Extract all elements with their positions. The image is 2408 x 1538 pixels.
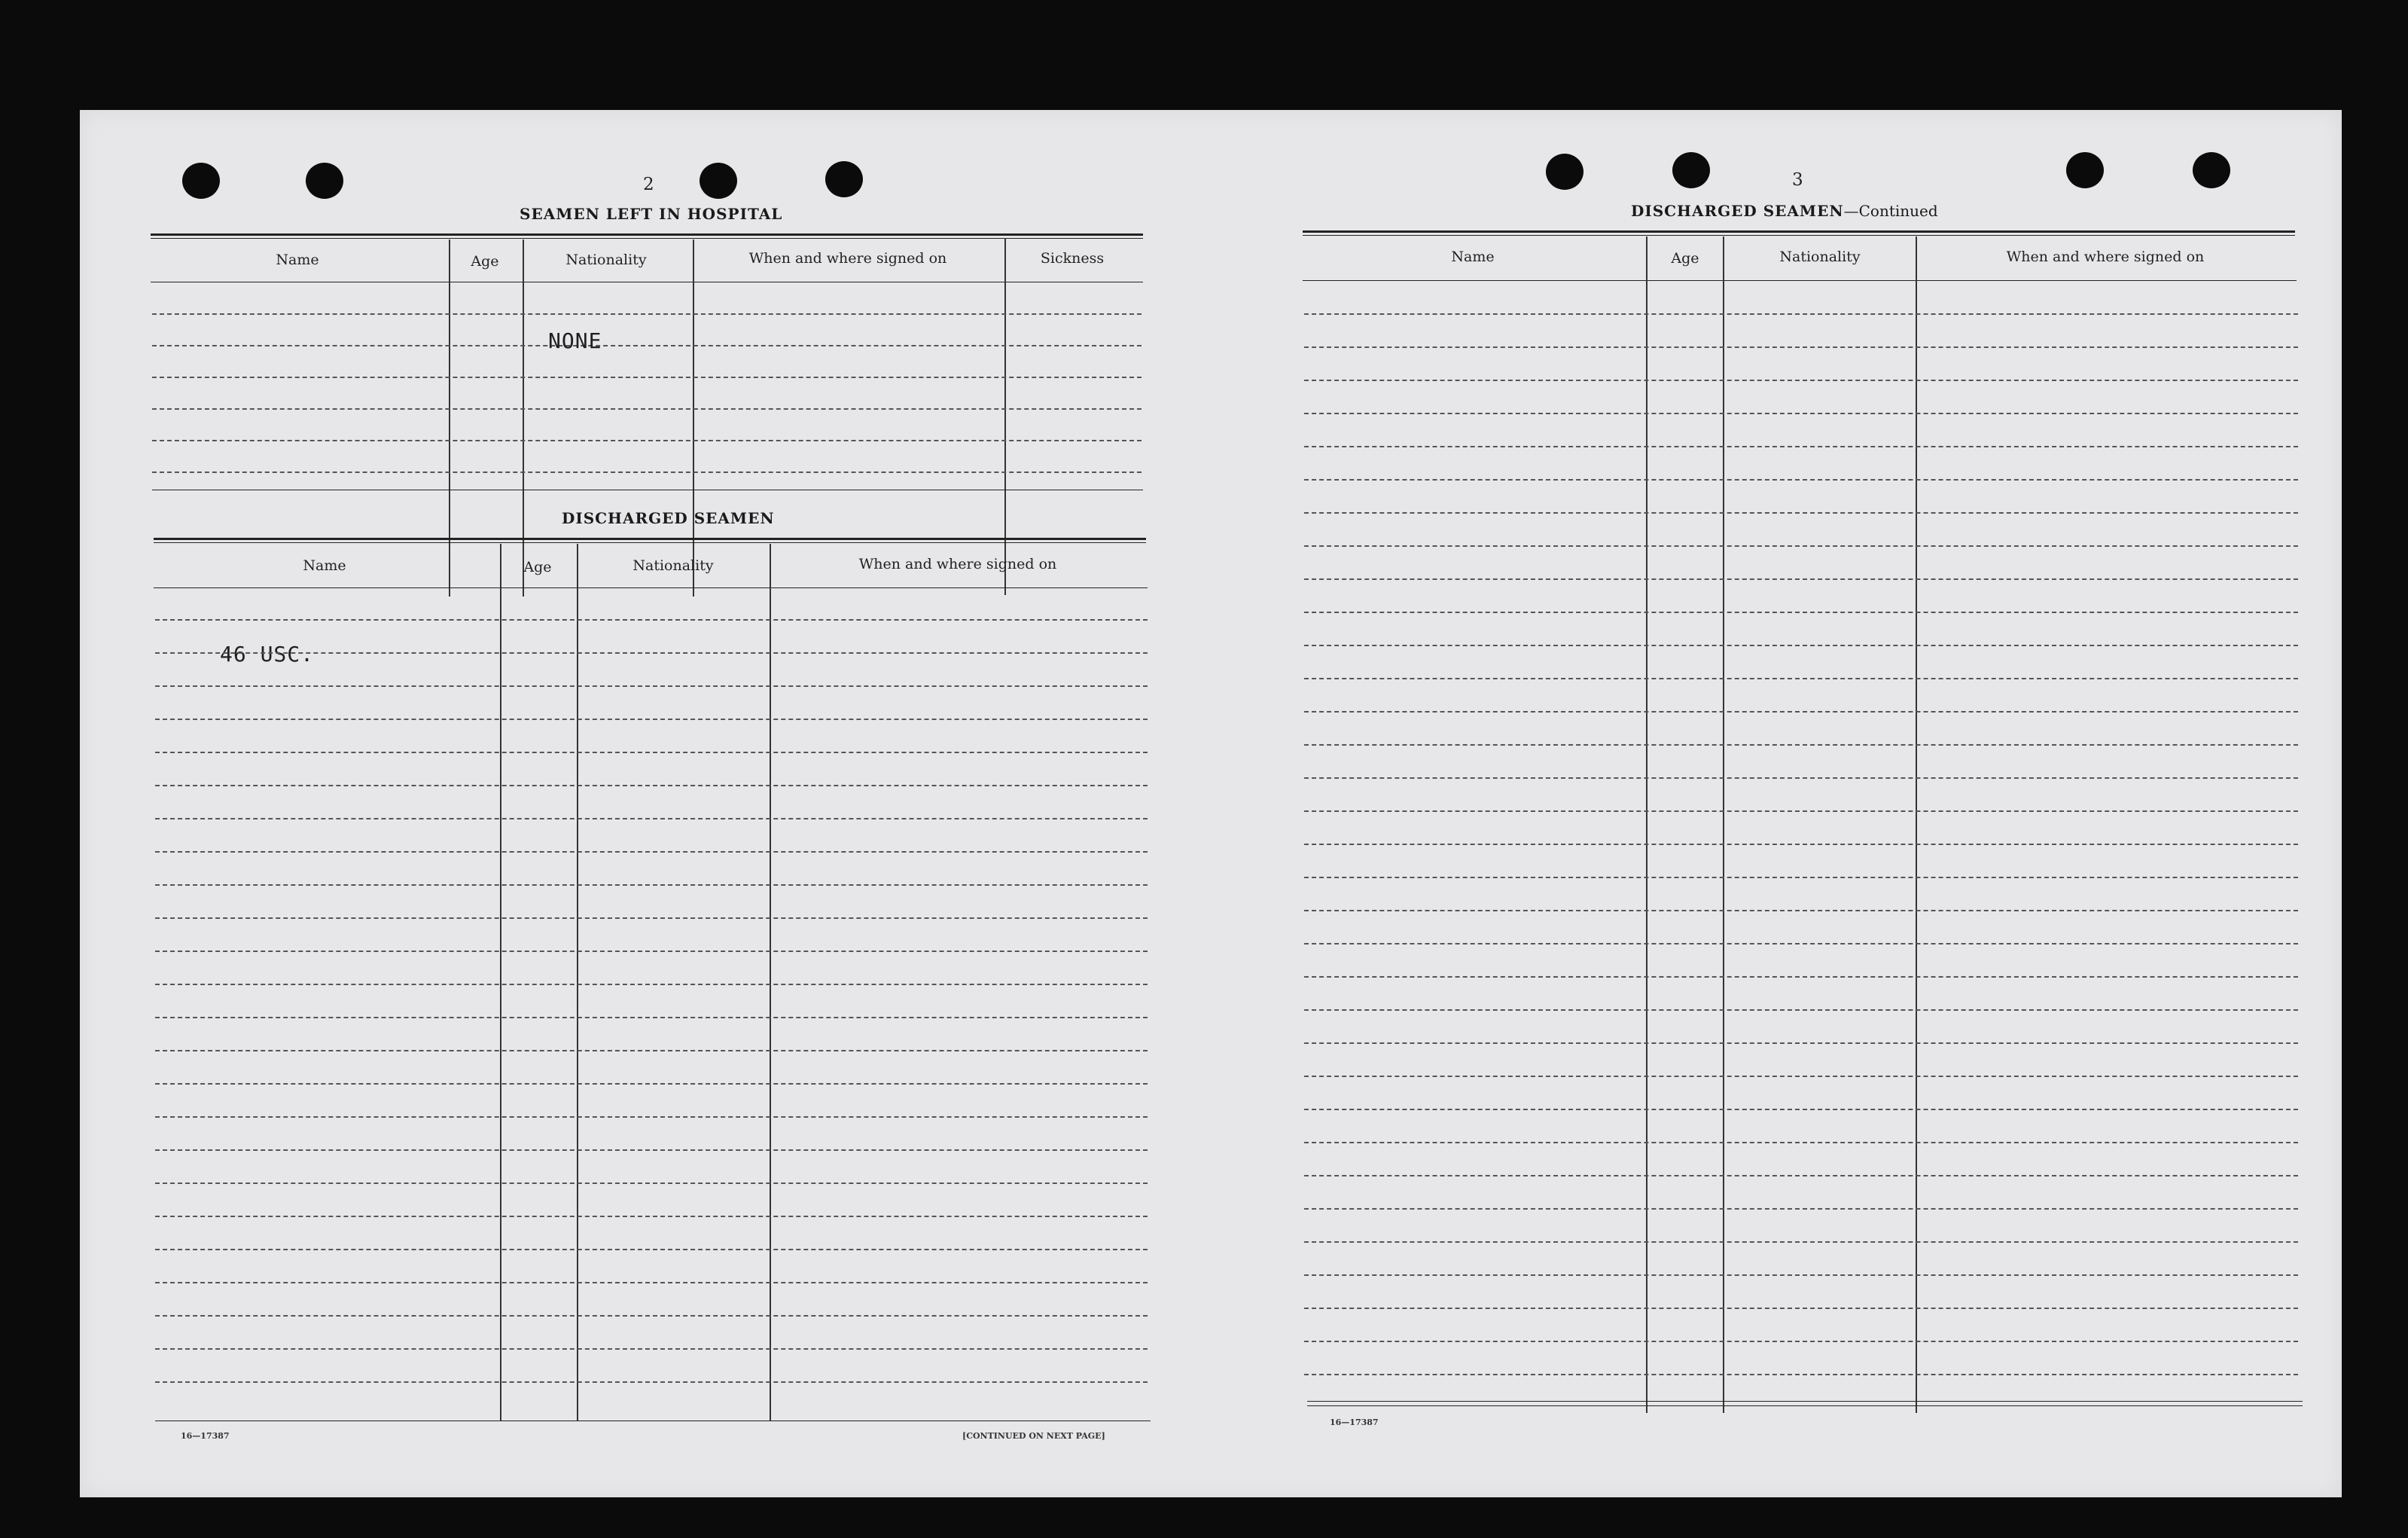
column-header-name: Name	[276, 252, 319, 268]
column-header-name: Name	[303, 557, 346, 574]
entry-line	[1304, 1042, 2298, 1044]
discharged-continued-title-main: DISCHARGED SEAMEN	[1631, 202, 1844, 220]
entry-line	[1304, 1374, 2298, 1375]
entry-line	[1304, 1009, 2298, 1011]
entry-line	[155, 619, 1148, 621]
entry-line	[1304, 446, 2298, 447]
entry-line	[1304, 313, 2298, 315]
entry-line	[1304, 479, 2298, 481]
entry-line	[152, 345, 1142, 346]
punch-hole	[1672, 152, 1710, 188]
entry-line	[155, 1348, 1148, 1350]
column-divider	[577, 544, 578, 1421]
entry-line	[155, 851, 1148, 853]
column-header-age: Age	[523, 559, 552, 575]
entry-line	[155, 1216, 1148, 1217]
punch-hole	[700, 163, 737, 199]
entry-line	[1304, 711, 2298, 713]
entry-line	[1304, 413, 2298, 414]
entry-line	[1304, 578, 2298, 580]
entry-line	[155, 1116, 1148, 1118]
entry-line	[1304, 545, 2298, 547]
entry-line	[1304, 1109, 2298, 1110]
entry-line	[1304, 678, 2298, 679]
form-number-left: 16—17387	[181, 1431, 230, 1441]
header-underline	[154, 587, 1148, 588]
entry-line	[1304, 877, 2298, 878]
continued-note: [CONTINUED ON NEXT PAGE]	[962, 1431, 1105, 1441]
header-underline	[1303, 280, 2297, 281]
punch-hole	[825, 161, 863, 197]
entry-line	[155, 984, 1148, 985]
entry-line	[1304, 1076, 2298, 1077]
entry-line	[1304, 380, 2298, 381]
entry-line	[155, 917, 1148, 919]
entry-line	[155, 1083, 1148, 1085]
entry-line	[1304, 512, 2298, 514]
discharged-entry-46-usc: 46 USC.	[220, 642, 315, 667]
continued-suffix: —Continued	[1843, 202, 1938, 220]
punch-hole	[182, 163, 220, 199]
entry-line	[1304, 1341, 2298, 1342]
entry-line	[155, 1017, 1148, 1018]
entry-line	[1304, 910, 2298, 911]
entry-line	[152, 440, 1142, 441]
column-header-nationality: Nationality	[1779, 249, 1861, 265]
entry-line	[1304, 346, 2298, 348]
entry-line	[1304, 1175, 2298, 1176]
column-header-age: Age	[471, 253, 499, 270]
entry-line	[1304, 976, 2298, 978]
entry-line	[152, 408, 1142, 410]
entry-line	[1304, 1274, 2298, 1276]
column-divider	[1004, 238, 1006, 595]
entry-line	[152, 313, 1142, 315]
entry-line	[1304, 777, 2298, 779]
entry-line	[155, 685, 1148, 687]
punch-hole	[306, 163, 343, 199]
discharged-continued-title	[1631, 202, 1938, 220]
column-header-signed-on: When and where signed on	[2006, 249, 2205, 265]
table-bottom-rule	[1307, 1405, 2303, 1406]
punch-hole	[2193, 152, 2230, 188]
page-number-left: 2	[643, 175, 654, 194]
table-top-rule	[1303, 235, 2295, 236]
discharged-section-title: DISCHARGED SEAMEN	[562, 509, 775, 527]
table-top-rule	[154, 538, 1146, 540]
entry-line	[155, 1182, 1148, 1184]
column-header-age: Age	[1671, 250, 1699, 267]
entry-line	[155, 1050, 1148, 1051]
entry-line	[155, 951, 1148, 952]
document-sheet	[80, 110, 2342, 1497]
entry-line	[1304, 1241, 2298, 1243]
column-divider	[770, 544, 771, 1421]
column-header-name: Name	[1451, 249, 1495, 265]
table-top-rule	[151, 233, 1143, 236]
table-top-rule	[1303, 230, 2295, 233]
entry-line	[1304, 943, 2298, 944]
column-header-sickness: Sickness	[1040, 250, 1105, 267]
hospital-section-title: SEAMEN LEFT IN HOSPITAL	[520, 205, 783, 223]
entry-line	[1304, 1308, 2298, 1309]
punch-hole	[1546, 154, 1583, 190]
entry-line	[1304, 1208, 2298, 1210]
entry-line	[1304, 645, 2298, 646]
entry-line	[155, 818, 1148, 819]
table-top-rule	[154, 542, 1146, 543]
entry-line	[155, 1381, 1148, 1383]
entry-line	[1304, 612, 2298, 613]
entry-line	[155, 1282, 1148, 1283]
column-header-nationality: Nationality	[565, 252, 647, 268]
entry-line	[152, 471, 1142, 473]
table-top-rule	[151, 238, 1143, 239]
form-number-right: 16—17387	[1330, 1417, 1379, 1427]
entry-line	[1304, 1142, 2298, 1143]
column-header-nationality: Nationality	[632, 557, 714, 574]
entry-line	[155, 719, 1148, 720]
entry-line	[155, 884, 1148, 886]
entry-line	[155, 1249, 1148, 1250]
column-header-signed-on: When and where signed on	[858, 556, 1057, 572]
entry-line	[155, 752, 1148, 753]
table-bottom-rule	[1307, 1401, 2303, 1402]
entry-line	[155, 652, 1148, 654]
column-divider	[500, 544, 501, 1421]
page-number-right: 3	[1792, 170, 1803, 190]
entry-line	[152, 377, 1142, 378]
entry-line	[155, 785, 1148, 786]
entry-line	[1304, 844, 2298, 845]
column-header-signed-on: When and where signed on	[748, 250, 947, 267]
entry-line	[1304, 744, 2298, 746]
punch-hole	[2066, 152, 2104, 188]
entry-line	[155, 1315, 1148, 1317]
entry-line	[155, 1149, 1148, 1151]
hospital-entry-none: NONE	[548, 328, 602, 353]
entry-line	[1304, 810, 2298, 812]
